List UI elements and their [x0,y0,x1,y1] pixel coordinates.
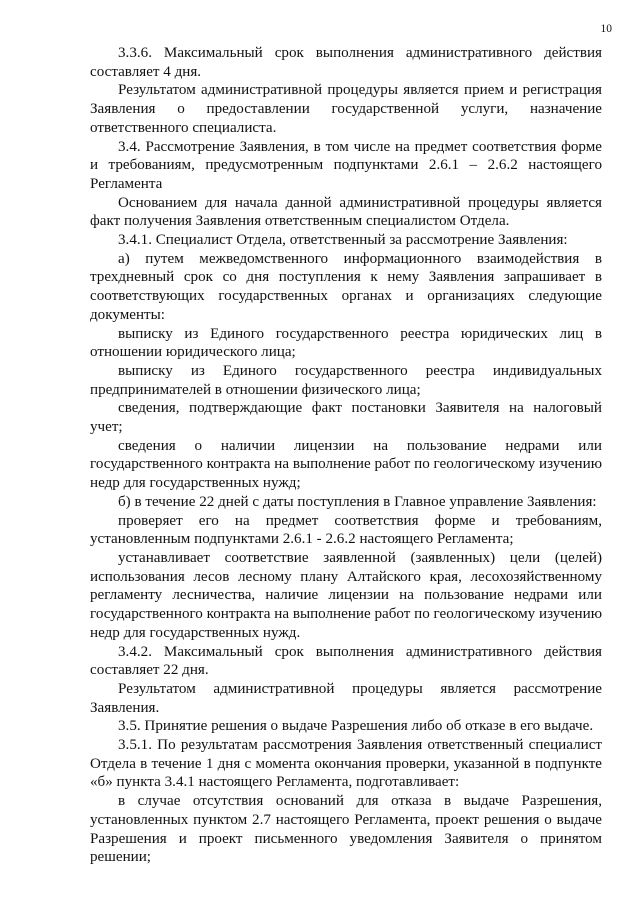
paragraph-result-registration: Результатом административной процедуры является прием и регистрация Заявления о предоставлении государственной услуги, назначение ответственного специалиста. [90,82,602,136]
paragraph-3-4-1: 3.4.1. Специалист Отдела, ответственный за рассмотрение Заявления: [118,232,568,249]
paragraph-item-b: б) в течение 22 дней с даты поступления в Главное управление Заявления: [118,493,597,510]
paragraph-3-4-heading: 3.4. Рассмотрение Заявления, в том числе на предмет соответствия форме и требованиям, предусмотренным подпунктами 2.6.1 – 2.6.2 настоящего Регламента [90,138,602,192]
paragraph-license-info: сведения о наличии лицензии на пользование недрами или государственного контракта на выполнение работ по геологическому изучению недр для государственных нужд; [90,437,602,492]
paragraph-result-review: Результатом административной процедуры является рассмотрение Заявления. [90,680,602,716]
paragraph-checks-form: проверяет его на предмет соответствия форме и требованиям, установленным подпунктами 2.6.1 - 2.6.2 настоящего Регламента; [90,512,602,548]
paragraph-tax-registration: сведения, подтверждающие факт постановки Заявителя на налоговый учет; [90,400,602,436]
paragraph-3-5-1: 3.5.1. По результатам рассмотрения Заявления ответственный специалист Отдела в течение 1 дня с момента окончания проверки, указанной в подпункте «б» пункта 3.4.1 настоящего Регламента, подготавливает: [90,737,602,791]
paragraph-extract-entrepreneurs: выписку из Единого государственного реестра индивидуальных предпринимателей в отношении физического лица; [90,362,602,398]
paragraph-item-a: а) путем межведомственного информационного взаимодействия в трехдневный срок со дня поступления к нему Заявления запрашивает в соответствующих государственных органах и организациях следующие документы: [90,250,602,323]
paragraph-3-4-2: 3.4.2. Максимальный срок выполнения административного действия составляет 22 дня. [90,643,602,679]
page-number: 10 [600,23,612,35]
paragraph-basis: Основанием для начала данной административной процедуры является факт получения Заявления ответственным специалистом Отдела. [90,194,602,230]
paragraph-3-5-heading: 3.5. Принятие решения о выдаче Разрешения либо об отказе в его выдаче. [118,718,594,735]
paragraph-establishes-compliance: устанавливает соответствие заявленной (заявленных) цели (целей) использования лесов лесному плану Алтайского края, лесохозяйственному регламенту лесничества, наличие лицензии на пользование недрами или государственного контракта на выполнение работ по геологическому изучению недр для государственных нужд. [90,549,602,641]
document-body [90,44,602,867]
paragraph-extract-legal: выписку из Единого государственного реестра юридических лиц в отношении юридического лица; [90,325,602,361]
paragraph-no-grounds-refusal: в случае отсутствия оснований для отказа в выдаче Разрешения, установленных пунктом 2.7 настоящего Регламента, проект решения о выдаче Разрешения и проект письменного уведомления Заявителя о принятом решении; [90,793,602,866]
paragraph-3-3-6: 3.3.6. Максимальный срок выполнения административного действия составляет 4 дня. [90,45,602,80]
